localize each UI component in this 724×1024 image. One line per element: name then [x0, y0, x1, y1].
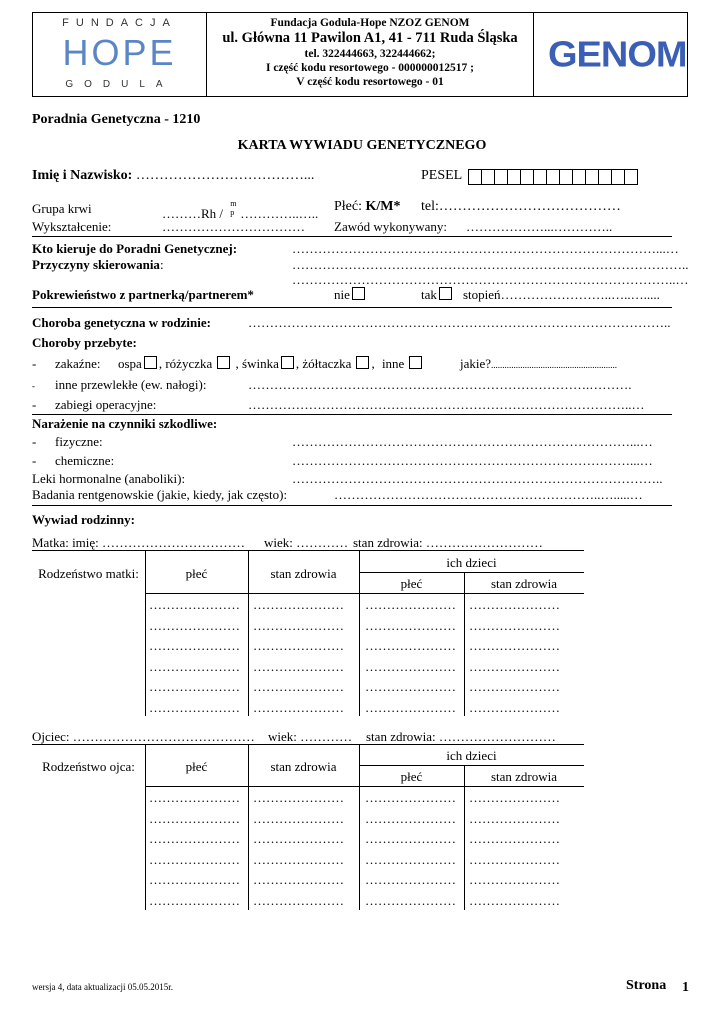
header-table	[32, 12, 688, 97]
pesel-boxes[interactable]	[468, 169, 637, 183]
pesel-label: PESEL	[421, 168, 463, 183]
referral-reason-colon: :	[159, 257, 164, 272]
kinship-degree-label: stopień	[463, 287, 501, 302]
divider-4	[32, 505, 672, 506]
divider-2	[32, 307, 672, 308]
table-cell[interactable]: …………………	[253, 810, 344, 826]
table-cell[interactable]: …………………	[149, 679, 240, 694]
father-table-top	[32, 744, 584, 745]
table-cell[interactable]: …………………	[253, 679, 344, 694]
tel-label: tel:	[421, 199, 439, 214]
father-table-head-line	[145, 786, 584, 787]
clinic-name: Poradnia Genetyczna - 1210	[32, 112, 201, 127]
xray-label: Badania rentgenowskie (jakie, kiedy, jak często):	[32, 487, 288, 502]
father-col-children: ich dzieci	[446, 748, 497, 763]
mother-table-head-line	[145, 593, 584, 594]
hormone-drugs-label: Leki hormonalne (anaboliki):	[32, 471, 186, 486]
job-label: Zawód wykonywany:	[334, 219, 448, 234]
table-cell[interactable]: …………………	[365, 679, 456, 694]
table-cell[interactable]: …………………	[365, 810, 456, 826]
mother-col-sex: płeć	[185, 566, 208, 581]
table-cell[interactable]: …………………	[469, 699, 560, 715]
table-cell[interactable]: …………………	[365, 851, 456, 867]
table-cell[interactable]: …………………	[253, 831, 344, 846]
table-cell[interactable]: …………………	[365, 638, 456, 653]
divider-1	[32, 236, 672, 237]
referral-reason-field[interactable]: ………………………………………………………………………………..	[292, 257, 689, 272]
rh-p: p	[230, 208, 235, 217]
name-field[interactable]: ………………………………...	[135, 168, 315, 183]
chemical-label: chemiczne:	[55, 453, 115, 468]
opt-inne: inne	[381, 356, 405, 371]
table-cell[interactable]: …………………	[149, 699, 240, 715]
education-label: Wykształcenie:	[32, 219, 112, 234]
table-cell[interactable]: …………………	[149, 597, 240, 612]
physical-label: fizyczne:	[55, 434, 103, 449]
sex-field[interactable]	[334, 199, 401, 215]
referral-reason-label-wrap	[32, 257, 164, 273]
table-cell[interactable]: …………………	[365, 658, 456, 674]
father-name-field[interactable]: Ojciec: ……………………………………	[32, 729, 255, 744]
chemical-row: - chemiczne:	[32, 453, 115, 468]
table-cell[interactable]: …………………	[253, 699, 344, 715]
kinship-no-label: nie	[334, 287, 350, 302]
table-cell[interactable]: …………………	[365, 617, 456, 633]
table-cell[interactable]: …………………	[149, 617, 240, 633]
org-address: ul. Główna 11 Pawilon A1, 41 - 711 Ruda Śląska	[222, 30, 518, 46]
kinship-no[interactable]	[334, 287, 367, 303]
table-cell[interactable]: …………………	[469, 892, 560, 908]
infectious-label: zakaźne:	[55, 356, 101, 371]
hormone-drugs-field[interactable]: …………………………………………………………………………..	[292, 471, 663, 486]
inne-checkbox[interactable]	[409, 356, 422, 369]
table-cell[interactable]: …………………	[365, 892, 456, 908]
kinship-no-checkbox[interactable]	[352, 287, 365, 300]
version-note: wersja 4, data aktualizacji 05.05.2015r.	[32, 982, 173, 992]
referral-who-label: Kto kieruje do Poradni Genetycznej:	[32, 241, 238, 256]
referral-reason-label: Przyczyny skierowania	[32, 257, 160, 272]
surgery-label: zabiegi operacyjne:	[55, 397, 157, 412]
physical-row: - fizyczne:	[32, 434, 103, 449]
table-cell[interactable]: …………………	[149, 810, 240, 826]
code-part-1: I część kodu resortowego - 000000012517 ;	[265, 62, 475, 74]
table-cell[interactable]: …………………	[365, 872, 456, 887]
rh-m: m	[230, 199, 237, 208]
family-title: Wywiad rodzinny:	[32, 512, 135, 527]
father-col-sex: płeć	[185, 759, 208, 774]
father-siblings-label: Rodzeństwo ojca:	[42, 759, 135, 774]
opt-rozyczka: różyczka	[165, 356, 213, 371]
table-cell[interactable]: …………………	[469, 810, 560, 826]
table-cell[interactable]: …………………	[469, 658, 560, 674]
table-cell[interactable]: …………………	[149, 638, 240, 653]
xray-field[interactable]: ……………………………………………………..….....…	[334, 487, 643, 502]
table-cell[interactable]: …………………	[365, 790, 456, 805]
which-label: jakie?	[460, 356, 492, 371]
father-table-vline-4	[464, 766, 465, 910]
mother-table-subhead-line	[359, 572, 584, 573]
education-field[interactable]: ……………………………	[162, 219, 305, 234]
rozyczka-checkbox[interactable]	[217, 356, 230, 369]
table-cell[interactable]: …………………	[253, 790, 344, 805]
tel-field[interactable]	[421, 199, 621, 215]
table-cell[interactable]: …………………	[149, 892, 240, 908]
sex-value: K/M*	[365, 199, 401, 214]
blood-dots: ………Rh /	[162, 206, 224, 221]
mother-child-col-health: stan zdrowia	[490, 576, 558, 591]
table-cell[interactable]: …………………	[469, 638, 560, 653]
sex-label: Płeć:	[334, 199, 362, 214]
table-cell[interactable]: …………………	[365, 597, 456, 612]
mother-name-field[interactable]: Matka: imię: ……………………………	[32, 535, 246, 550]
name-label: Imię i Nazwisko:	[32, 168, 133, 183]
table-cell[interactable]: …………………	[469, 831, 560, 846]
page-number: 1	[682, 980, 689, 995]
job-field[interactable]: ………………...…………..	[466, 219, 613, 234]
table-cell[interactable]: …………………	[365, 699, 456, 715]
tel-dots: …………………………………	[438, 199, 621, 214]
swinka-checkbox[interactable]	[281, 356, 294, 369]
genom-logo	[534, 13, 687, 96]
kinship-degree[interactable]	[463, 287, 660, 303]
father-col-health: stan zdrowia	[270, 759, 337, 774]
genetic-disease-field[interactable]: ……………………………………………………………………………………..	[248, 315, 671, 330]
kinship-label: Pokrewieństwo z partnerką/partnerem*	[32, 287, 254, 302]
mother-col-children: ich dzieci	[446, 555, 497, 570]
table-cell[interactable]: …………………	[253, 617, 344, 633]
which-field[interactable]	[460, 356, 617, 372]
kinship-yes-checkbox[interactable]	[439, 287, 452, 300]
hope-logo	[33, 13, 207, 96]
code-part-5: V część kodu resortowego - 01	[296, 76, 444, 88]
which-dots: ........................................................	[491, 360, 618, 370]
logo-hope-text: HOPE	[62, 32, 177, 73]
kinship-yes-label: tak	[421, 287, 437, 302]
mother-child-col-sex: płeć	[400, 576, 423, 591]
table-cell[interactable]: …………………	[149, 790, 240, 805]
table-cell[interactable]: …………………	[253, 597, 344, 612]
chronic-label: inne przewlekłe (ew. nałogi):	[55, 377, 207, 392]
genom-text: GENOM	[548, 35, 687, 75]
table-cell[interactable]: …………………	[253, 658, 344, 674]
kinship-yes[interactable]	[421, 287, 454, 303]
table-cell[interactable]: …………………	[469, 872, 560, 887]
chronic-row: - inne przewlekłe (ew. nałogi):	[32, 377, 207, 392]
table-cell[interactable]: …………………	[253, 872, 344, 887]
table-cell[interactable]: …………………	[149, 851, 240, 867]
org-name: Fundacja Godula-Hope NZOZ GENOM	[270, 17, 470, 29]
opt-zoltaczka: żółtaczka	[302, 356, 352, 371]
table-cell[interactable]: …………………	[149, 872, 240, 887]
mother-table-vline-3	[359, 550, 360, 716]
chemical-field[interactable]: ……………………………………………………………………...…	[292, 453, 653, 468]
table-cell[interactable]: …………………	[149, 831, 240, 846]
table-cell[interactable]: …………………	[253, 892, 344, 908]
rh-subscript	[230, 198, 240, 216]
father-child-col-health: stan zdrowia	[490, 769, 558, 784]
opt-ospa: ospa	[118, 356, 142, 371]
page-label: Strona	[626, 978, 667, 993]
father-age-field[interactable]: wiek: …………	[268, 729, 353, 744]
mother-age-field[interactable]: wiek: …………	[264, 535, 349, 550]
physical-field[interactable]: ……………………………………………………………………...…	[292, 434, 653, 449]
diseases-title: Choroby przebyte:	[32, 335, 137, 350]
mother-siblings-label: Rodzeństwo matki:	[38, 566, 139, 581]
table-cell[interactable]: …………………	[253, 851, 344, 867]
table-cell[interactable]: …………………	[469, 617, 560, 633]
infectious-row: - zakaźne:	[32, 356, 101, 371]
zoltaczka-checkbox[interactable]	[356, 356, 369, 369]
name-row	[32, 168, 314, 184]
ospa-checkbox[interactable]	[144, 356, 157, 369]
father-table-subhead-line	[359, 765, 584, 766]
genetic-disease-label: Choroba genetyczna w rodzinie:	[32, 315, 211, 330]
table-cell[interactable]: …………………	[253, 638, 344, 653]
surgery-field[interactable]: ……………………………………………………………………………..…	[248, 397, 645, 412]
page-title: KARTA WYWIADU GENETYCZNEGO	[237, 138, 487, 153]
table-cell[interactable]: …………………	[149, 658, 240, 674]
blood-dots-2: …………..…..	[240, 206, 319, 221]
referral-who-field[interactable]: …………………………………………………………………………...…	[292, 241, 679, 256]
table-cell[interactable]: …………………	[469, 597, 560, 612]
org-phone: tel. 322444663, 322444662;	[304, 48, 436, 60]
table-cell[interactable]: …………………	[469, 679, 560, 694]
logo-top-text: FUNDACJA	[62, 17, 177, 29]
header-info	[207, 13, 534, 96]
opt-swinka: świnka	[242, 356, 279, 371]
divider-3	[32, 414, 672, 415]
blood-label: Grupa krwi	[32, 201, 92, 216]
father-health-field[interactable]: stan zdrowia: ………………………	[366, 729, 556, 744]
exposure-title: Narażenie na czynniki szkodliwe:	[32, 416, 218, 431]
kinship-degree-dots: ……………………..…..….....	[500, 287, 660, 302]
referral-reason-field-2[interactable]: ……………………………………………………………………………..…	[292, 272, 689, 287]
mother-table-vline-4	[464, 573, 465, 716]
mother-table-top	[32, 550, 584, 551]
infectious-options: ospa , różyczka , świnka , żółtaczka , inne	[118, 356, 424, 372]
logo-bottom-text: GODULA	[65, 79, 174, 90]
mother-col-health: stan zdrowia	[270, 566, 337, 581]
mother-health-field[interactable]: stan zdrowia: ………………………	[353, 535, 543, 550]
surgery-row: - zabiegi operacyjne:	[32, 397, 157, 412]
chronic-field[interactable]: …………………………………………………………………….……….	[248, 377, 632, 392]
table-cell[interactable]: …………………	[469, 851, 560, 867]
table-cell[interactable]: …………………	[469, 790, 560, 805]
table-cell[interactable]: …………………	[365, 831, 456, 846]
father-child-col-sex: płeć	[400, 769, 423, 784]
